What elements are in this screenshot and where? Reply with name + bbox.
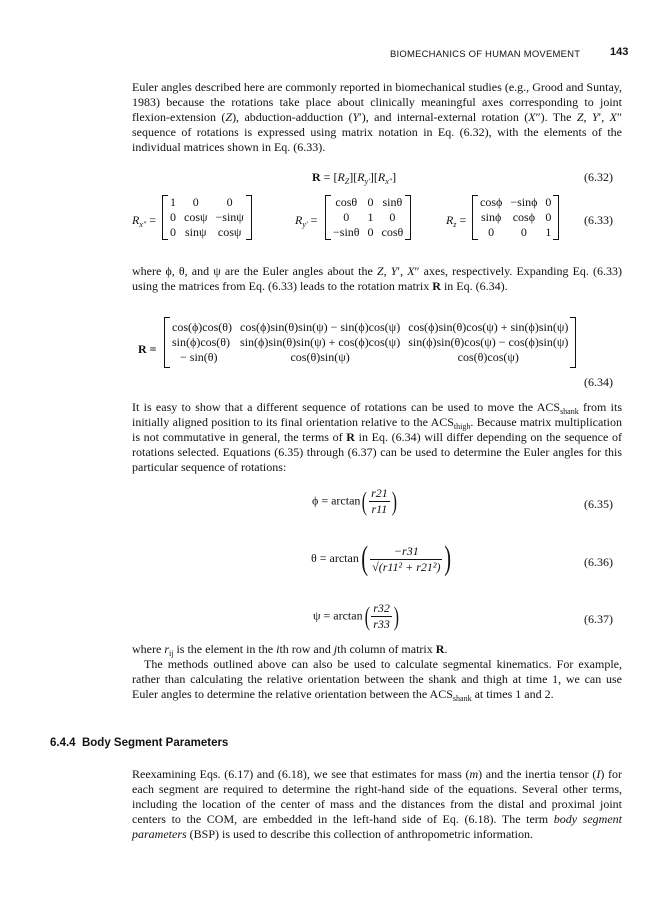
rx-cell: cosψ xyxy=(217,225,242,239)
rx-label: $R_{x''}$ = xyxy=(132,213,157,229)
r-matrix-label: R = xyxy=(138,342,157,356)
rx-cell: 0 xyxy=(170,210,176,224)
ry-cell: 0 xyxy=(367,195,374,209)
rz-cell: 0 xyxy=(545,210,552,224)
matrix-r-full xyxy=(164,317,576,368)
rz-label: $R_z$ = xyxy=(446,213,467,229)
equation-number-6-35: (6.35) xyxy=(584,497,613,511)
ry-cell: 0 xyxy=(389,210,396,224)
r-cell: cos(θ)sin(ψ) xyxy=(290,350,350,364)
rz-cell: cosϕ xyxy=(512,210,536,224)
ry-cell: 1 xyxy=(367,210,374,224)
matrix-rx xyxy=(162,195,252,240)
rx-cell: 0 xyxy=(226,195,233,209)
rx-cell: 0 xyxy=(192,195,199,209)
section-number: 6.4.4 xyxy=(50,737,76,749)
ry-cell: sinθ xyxy=(382,195,403,209)
rx-cell: 1 xyxy=(170,195,176,209)
r-cell: sin(ϕ)sin(θ)cos(ψ) − cos(ϕ)sin(ψ) xyxy=(408,335,569,349)
paragraph-euler-angles-defined: where ϕ, θ, and ψ are the Euler angles about the Z, Y′, X″ axes, respectively. Expanding Eq. (6.33) using the matrices from Eq. (6.33) leads to the rotation matrix R in Eq. (6.34). xyxy=(132,264,623,293)
r-cell: sin(ϕ)cos(θ) xyxy=(172,335,231,349)
paragraph-segmental-kinematics: The methods outlined above can also be used to calculate segmental kinematics. For example, rather than calculating the relative orientation between the shank and thigh at time 1, we can use Euler angles to determine the relative orientation between the $ACS_{shank}$ at times 1 and 2. xyxy=(132,657,622,703)
rx-cell: sinψ xyxy=(185,225,207,239)
rz-cell: 1 xyxy=(545,225,552,239)
rz-cell: 0 xyxy=(488,225,495,239)
rz-cell: cosϕ xyxy=(480,195,503,209)
section-heading xyxy=(50,736,228,751)
r-cell: cos(ϕ)sin(θ)cos(ψ) + sin(ϕ)sin(ψ) xyxy=(408,320,569,334)
ry-cell: cosθ xyxy=(335,195,358,209)
r-cell: sin(ϕ)sin(θ)sin(ψ) + cos(ϕ)cos(ψ) xyxy=(240,335,401,349)
ry-label: $R_{y'}$ = xyxy=(295,213,318,229)
equation-number-6-32: (6.32) xyxy=(584,170,613,184)
equation-6-32: $R = [R_Z][R_{y'}][R_{x''}]$ xyxy=(312,170,397,186)
paragraph-body-segment-parameters: Reexamining Eqs. (6.17) and (6.18), we see that estimates for mass (m) and the inertia tensor (I) for each segment are required to determine the right-hand side of the equations. Several other terms, including the location of the center of mass and the distances from the distal and proximal joint centers to the COM, are embedded in the left-hand side of Eq. (6.18). The term body segment parameters (BSP) is used to describe this collection of anthropometric information. xyxy=(132,767,622,841)
page-number: 143 xyxy=(610,46,629,58)
rz-cell: sinϕ xyxy=(480,210,502,224)
ry-cell: 0 xyxy=(343,210,350,224)
ry-cell: −sinθ xyxy=(333,225,360,239)
matrix-ry xyxy=(325,195,411,240)
ry-cell: cosθ xyxy=(381,225,404,239)
section-title: Body Segment Parameters xyxy=(81,737,229,749)
matrix-rz xyxy=(472,195,559,240)
rz-cell: 0 xyxy=(545,195,552,209)
equation-number-6-37: (6.37) xyxy=(584,612,613,626)
equation-number-6-33: (6.33) xyxy=(584,213,613,227)
equation-number-6-36: (6.36) xyxy=(584,555,613,569)
rx-cell: cosψ xyxy=(184,210,208,224)
r-cell: − sin(θ) xyxy=(180,350,218,364)
paragraph-rij-definition: where $r_{ij}$ is the element in the ith row and jth column of matrix R. xyxy=(132,642,448,658)
rz-cell: −sinϕ xyxy=(510,195,538,209)
rx-cell: −sinψ xyxy=(215,210,244,224)
r-cell: cos(ϕ)cos(θ) xyxy=(172,320,233,334)
running-header-title: BIOMECHANICS OF HUMAN MOVEMENT xyxy=(390,49,581,60)
rz-cell: 0 xyxy=(520,225,527,239)
paragraph-rotation-sequence: It is easy to show that a different sequence of rotations can be used to move the $ACS_{shank}$ from its initially aligned position to its final orientation relative to the $ACS_{thigh}$. Because matrix multiplication is not commutative in general, the terms of R in Eq. (6.34) will differ depending on the sequence of rotations selected. Equations (6.35) through (6.37) can be used to determine the Euler angles for this particular sequence of rotations: xyxy=(132,400,622,474)
equation-6-36: θ = arctan( $\frac{-r31}{\text{√(r11² + r21²)}}$ ) xyxy=(311,540,452,577)
equation-6-35: ϕ = arctan( $\frac{r21}{r11}$ ) xyxy=(312,486,397,516)
ry-cell: 0 xyxy=(367,225,374,239)
r-cell: cos(θ)cos(ψ) xyxy=(457,350,519,364)
rx-cell: 0 xyxy=(170,225,176,239)
r-cell: cos(ϕ)sin(θ)sin(ψ) − sin(ϕ)cos(ψ) xyxy=(240,320,401,334)
equation-number-6-34: (6.34) xyxy=(584,375,613,389)
paragraph-euler-intro: Euler angles described here are commonly reported in biomechanical studies (e.g., Grood and Suntay, 1983) because the rotations take place about clinically meaningful axes corresponding to joint flexion-extension (Z), abduction-adduction (Y′), and internal-external rotation (X″). The Z, Y′, X″ sequence of rotations is expressed using matrix notation in Eq. (6.32), with the elements of the individual matrices shown in Eq. (6.33). xyxy=(132,80,623,154)
equation-6-37: ψ = arctan( $\frac{r32}{r33}$ ) xyxy=(313,601,399,631)
